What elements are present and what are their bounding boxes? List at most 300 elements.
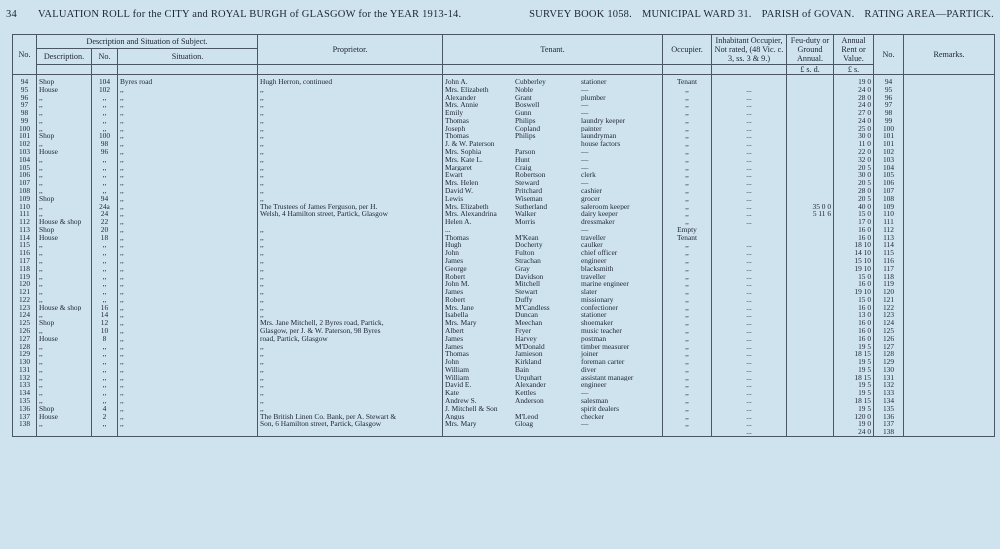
cell-remarks xyxy=(904,210,995,218)
cell-description: ,, xyxy=(37,296,92,304)
cell-proprietor: ,, xyxy=(258,101,443,109)
cell-proprietor: ,, xyxy=(258,249,443,257)
cell-occupier: ,, xyxy=(663,389,712,397)
cell-situation: ,, xyxy=(118,171,258,179)
cell-annual-rent: 18 15 xyxy=(834,374,874,382)
cell-tenant xyxy=(443,257,663,265)
tenant-surname: Bain xyxy=(515,365,529,374)
tenant-surname: M'Kean xyxy=(515,233,539,242)
cell-street-number: ,, xyxy=(92,366,118,374)
cell-entry-number: 123 xyxy=(13,304,37,312)
cell-remarks xyxy=(904,156,995,164)
tenant-surname: Duncan xyxy=(515,311,538,320)
cell-feu-duty xyxy=(787,350,834,358)
cell-annual-rent: 19 5 xyxy=(834,389,874,397)
tenant-forename: Margaret xyxy=(445,163,472,172)
tenant-surname: M'Candless xyxy=(515,303,550,312)
cell-feu-duty xyxy=(787,273,834,281)
cell-entry-number-right: 121 xyxy=(874,296,904,304)
cell-description: House xyxy=(37,335,92,343)
cell-street-number: 10 xyxy=(92,327,118,335)
cell-occupier: Empty xyxy=(663,226,712,234)
cell-feu-duty xyxy=(787,86,834,94)
cell-proprietor: ,, xyxy=(258,343,443,351)
cell-situation: ,, xyxy=(118,273,258,281)
cell-description: ,, xyxy=(37,273,92,281)
cell-annual-rent: 24 0 xyxy=(834,86,874,94)
col-remarks: Remarks. xyxy=(904,35,995,75)
cell-proprietor: ,, xyxy=(258,381,443,389)
cell-inhabitant-occupier: ... xyxy=(712,171,787,179)
cell-feu-duty: 5 11 6 xyxy=(787,210,834,218)
tenant-occupation: — xyxy=(581,109,589,117)
cell-annual-rent: 19 5 xyxy=(834,381,874,389)
cell-tenant xyxy=(443,327,663,335)
tenant-forename: Thomas xyxy=(445,350,469,359)
table-row xyxy=(13,288,995,296)
cell-entry-number-right: 97 xyxy=(874,101,904,109)
cell-tenant xyxy=(443,164,663,172)
cell-street-number: ,, xyxy=(92,358,118,366)
cell-description: ,, xyxy=(37,374,92,382)
cell-remarks xyxy=(904,125,995,133)
cell-tenant xyxy=(443,195,663,203)
cell-description: ,, xyxy=(37,350,92,358)
tenant-occupation: marine engineer xyxy=(581,280,629,289)
table-row xyxy=(13,280,995,288)
cell-proprietor: ,, xyxy=(258,234,443,242)
col-annual-rent: Annual Rent or Value. xyxy=(834,35,874,65)
tenant-occupation: laundryman xyxy=(581,132,617,141)
cell-annual-rent: 27 0 xyxy=(834,109,874,117)
tenant-forename: J. & W. Paterson xyxy=(445,140,495,149)
cell-entry-number-right: 128 xyxy=(874,350,904,358)
tenant-forename: Lewis xyxy=(445,194,464,203)
cell-feu-duty xyxy=(787,226,834,234)
cell-tenant xyxy=(443,234,663,242)
cell-inhabitant-occupier: ... xyxy=(712,179,787,187)
cell-feu-duty xyxy=(787,389,834,397)
table-row xyxy=(13,148,995,156)
tenant-surname: Strachan xyxy=(515,256,541,265)
cell-inhabitant-occupier: ... xyxy=(712,343,787,351)
cell-entry-number-right: 94 xyxy=(874,75,904,86)
tenant-occupation: clerk xyxy=(581,171,596,180)
cell-remarks xyxy=(904,311,995,319)
cell-inhabitant-occupier: ... xyxy=(712,335,787,343)
tenant-forename: Mrs. Kate L. xyxy=(445,155,483,164)
cell-occupier: ,, xyxy=(663,164,712,172)
cell-proprietor: ,, xyxy=(258,358,443,366)
cell-annual-rent: 120 0 xyxy=(834,413,874,421)
tenant-occupation: shoemaker xyxy=(581,319,614,327)
cell-proprietor: ,, xyxy=(258,86,443,94)
tenant-occupation: — xyxy=(581,85,589,94)
tenant-surname: Hunt xyxy=(515,155,530,164)
cell-entry-number-right: 124 xyxy=(874,319,904,327)
table-row xyxy=(13,343,995,351)
cell-annual-rent: 19 5 xyxy=(834,405,874,413)
cell-proprietor: ,, xyxy=(258,187,443,195)
table-row xyxy=(13,75,995,86)
cell-occupier: ,, xyxy=(663,319,712,327)
cell-remarks xyxy=(904,140,995,148)
cell-proprietor: Glasgow, per J. & W. Paterson, 98 Byres xyxy=(258,327,443,335)
tenant-forename: Emily xyxy=(445,109,464,117)
table-row xyxy=(13,350,995,358)
tenant-occupation: diver xyxy=(581,365,597,374)
tenant-occupation: engineer xyxy=(581,256,607,265)
page-header xyxy=(6,4,994,24)
tenant-occupation: assistant manager xyxy=(581,373,634,382)
cell-inhabitant-occupier: ... xyxy=(712,241,787,249)
cell-tenant xyxy=(443,350,663,358)
cell-entry-number: 126 xyxy=(13,327,37,335)
cell-remarks xyxy=(904,381,995,389)
cell-tenant xyxy=(443,179,663,187)
cell-occupier: ,, xyxy=(663,203,712,211)
cell-feu-duty xyxy=(787,156,834,164)
cell-entry-number-right: 105 xyxy=(874,171,904,179)
cell-street-number: 14 xyxy=(92,311,118,319)
cell-proprietor: ,, xyxy=(258,195,443,203)
feu-units: £ s. d. xyxy=(787,65,834,75)
cell-entry-number-right: 110 xyxy=(874,210,904,218)
cell-situation: ,, xyxy=(118,210,258,218)
tenant-forename: Ewart xyxy=(445,171,463,180)
table-row xyxy=(13,358,995,366)
tenant-occupation: — xyxy=(581,101,589,110)
col-feu-duty: Feu-duty or Ground Annual. xyxy=(787,35,834,65)
cell-annual-rent: 28 0 xyxy=(834,94,874,102)
cell-feu-duty xyxy=(787,148,834,156)
tenant-surname: Walker xyxy=(515,210,537,219)
cell-entry-number-right: 102 xyxy=(874,148,904,156)
cell-remarks xyxy=(904,420,995,428)
tenant-occupation: salesman xyxy=(581,397,609,405)
cell-remarks xyxy=(904,335,995,343)
cell-proprietor: ,, xyxy=(258,280,443,288)
cell-description: House xyxy=(37,234,92,242)
cell-annual-rent: 22 0 xyxy=(834,148,874,156)
cell-entry-number: 121 xyxy=(13,288,37,296)
cell-entry-number-right: 106 xyxy=(874,179,904,187)
cell-feu-duty: 35 0 0 xyxy=(787,203,834,211)
col-occupier: Occupier. xyxy=(663,35,712,65)
cell-inhabitant-occupier: ... xyxy=(712,428,787,436)
table-row xyxy=(13,179,995,187)
cell-occupier: ,, xyxy=(663,273,712,281)
tenant-surname: Pritchard xyxy=(515,186,543,195)
cell-remarks xyxy=(904,304,995,312)
cell-inhabitant-occupier: ... xyxy=(712,288,787,296)
cell-annual-rent: 25 0 xyxy=(834,125,874,133)
cell-street-number: ,, xyxy=(92,389,118,397)
cell-street-number: ,, xyxy=(92,381,118,389)
table-row xyxy=(13,381,995,389)
tenant-surname: Meechan xyxy=(515,319,543,327)
cell-entry-number-right: 138 xyxy=(874,428,904,436)
cell-feu-duty xyxy=(787,171,834,179)
cell-tenant xyxy=(443,132,663,140)
tenant-forename: James xyxy=(445,334,464,343)
cell-remarks xyxy=(904,75,995,86)
cell-annual-rent: 15 10 xyxy=(834,257,874,265)
cell-tenant xyxy=(443,381,663,389)
cell-street-number: 98 xyxy=(92,140,118,148)
tenant-occupation: — xyxy=(581,389,589,398)
cell-annual-rent: 15 0 xyxy=(834,296,874,304)
table-row xyxy=(13,210,995,218)
cell-description: ,, xyxy=(37,280,92,288)
cell-situation: ,, xyxy=(118,327,258,335)
tenant-forename: Isabella xyxy=(445,311,468,320)
cell-entry-number-right: 117 xyxy=(874,265,904,273)
tenant-occupation: timber measurer xyxy=(581,342,630,351)
tenant-surname: Docherty xyxy=(515,241,543,250)
cell-entry-number-right: 114 xyxy=(874,241,904,249)
cell-inhabitant-occupier: ... xyxy=(712,381,787,389)
table-row xyxy=(13,94,995,102)
cell-proprietor: ,, xyxy=(258,405,443,413)
cell-entry-number-right: 122 xyxy=(874,304,904,312)
tenant-occupation: traveller xyxy=(581,233,606,242)
cell-inhabitant-occupier: ... xyxy=(712,210,787,218)
cell-entry-number-right: 103 xyxy=(874,156,904,164)
table-row xyxy=(13,226,995,234)
table-row xyxy=(13,397,995,405)
cell-street-number: 2 xyxy=(92,413,118,421)
cell-occupier: ,, xyxy=(663,257,712,265)
cell-annual-rent: 16 0 xyxy=(834,335,874,343)
tenant-forename: Helen A. xyxy=(445,218,472,226)
cell-entry-number-right: 125 xyxy=(874,327,904,335)
table-row xyxy=(13,164,995,172)
cell-remarks xyxy=(904,358,995,366)
table-row xyxy=(13,125,995,133)
cell-occupier: ,, xyxy=(663,381,712,389)
cell-inhabitant-occupier: ... xyxy=(712,257,787,265)
cell-occupier: ,, xyxy=(663,109,712,117)
cell-situation: ,, xyxy=(118,265,258,273)
cell-situation: ,, xyxy=(118,241,258,249)
tenant-forename: James xyxy=(445,288,464,296)
tenant-surname: Grant xyxy=(515,93,532,102)
tenant-surname: Anderson xyxy=(515,397,544,405)
table-row xyxy=(13,109,995,117)
cell-description: ,, xyxy=(37,327,92,335)
tenant-occupation: grocer xyxy=(581,194,600,203)
cell-description: Shop xyxy=(37,405,92,413)
cell-feu-duty xyxy=(787,311,834,319)
cell-description: ,, xyxy=(37,171,92,179)
tenant-forename: Mrs. Sophia xyxy=(445,148,482,156)
table-row xyxy=(13,428,995,436)
cell-situation: ,, xyxy=(118,257,258,265)
tenant-forename: Mrs. Jane xyxy=(445,303,474,312)
cell-tenant xyxy=(443,265,663,273)
cell-occupier: ,, xyxy=(663,140,712,148)
cell-occupier: Tenant xyxy=(663,234,712,242)
cell-occupier: ,, xyxy=(663,311,712,319)
cell-entry-number: 122 xyxy=(13,296,37,304)
cell-entry-number-right: 109 xyxy=(874,203,904,211)
tenant-surname: Jamieson xyxy=(515,350,543,359)
tenant-occupation: stationer xyxy=(581,77,607,86)
cell-entry-number: 108 xyxy=(13,187,37,195)
tenant-forename: Robert xyxy=(445,272,466,281)
cell-inhabitant-occupier: ... xyxy=(712,109,787,117)
tenant-surname: Sutherland xyxy=(515,202,548,211)
tenant-surname: Boswell xyxy=(515,101,540,110)
table-row xyxy=(13,234,995,242)
cell-description: ,, xyxy=(37,389,92,397)
cell-feu-duty xyxy=(787,75,834,86)
cell-inhabitant-occupier: ... xyxy=(712,86,787,94)
cell-entry-number-right: 98 xyxy=(874,109,904,117)
cell-entry-number-right: 131 xyxy=(874,374,904,382)
cell-feu-duty xyxy=(787,428,834,436)
cell-proprietor: ,, xyxy=(258,296,443,304)
cell-annual-rent: 11 0 xyxy=(834,140,874,148)
cell-feu-duty xyxy=(787,288,834,296)
tenant-occupation: painter xyxy=(581,124,602,133)
cell-tenant xyxy=(443,397,663,405)
cell-occupier: ,, xyxy=(663,125,712,133)
cell-tenant xyxy=(443,280,663,288)
cell-annual-rent: 24 0 xyxy=(834,101,874,109)
tenant-surname: Philips xyxy=(515,116,536,125)
cell-proprietor: ,, xyxy=(258,226,443,234)
cell-entry-number-right: 127 xyxy=(874,343,904,351)
cell-remarks xyxy=(904,413,995,421)
cell-entry-number: 136 xyxy=(13,405,37,413)
tenant-forename: William xyxy=(445,373,469,382)
cell-entry-number-right: 136 xyxy=(874,413,904,421)
cell-entry-number-right: 112 xyxy=(874,226,904,234)
tenant-surname: Parson xyxy=(515,148,536,156)
cell-entry-number: 95 xyxy=(13,86,37,94)
tenant-surname: Harvey xyxy=(515,334,537,343)
cell-tenant xyxy=(443,203,663,211)
cell-annual-rent: 40 0 xyxy=(834,203,874,211)
cell-feu-duty xyxy=(787,187,834,195)
cell-situation: ,, xyxy=(118,296,258,304)
cell-street-number: 8 xyxy=(92,335,118,343)
cell-proprietor: ,, xyxy=(258,350,443,358)
cell-annual-rent: 16 0 xyxy=(834,226,874,234)
tenant-surname: Craig xyxy=(515,163,532,172)
cell-feu-duty xyxy=(787,358,834,366)
cell-proprietor: Mrs. Jane Mitchell, 2 Byres road, Partick, xyxy=(258,319,443,327)
cell-street-number: 104 xyxy=(92,75,118,86)
tenant-surname: Robertson xyxy=(515,171,546,180)
cell-remarks xyxy=(904,343,995,351)
cell-feu-duty xyxy=(787,420,834,428)
cell-description: Shop xyxy=(37,75,92,86)
cell-situation: ,, xyxy=(118,335,258,343)
cell-description: ,, xyxy=(37,366,92,374)
tenant-forename: Joseph xyxy=(445,124,466,133)
cell-situation: ,, xyxy=(118,125,258,133)
cell-remarks xyxy=(904,187,995,195)
cell-entry-number-right: 137 xyxy=(874,420,904,428)
cell-inhabitant-occupier: ... xyxy=(712,164,787,172)
table-row xyxy=(13,420,995,428)
cell-remarks xyxy=(904,148,995,156)
cell-annual-rent: 18 15 xyxy=(834,397,874,405)
cell-street-number: ,, xyxy=(92,288,118,296)
table-row xyxy=(13,203,995,211)
tenant-forename: James xyxy=(445,342,464,351)
tenant-occupation: engineer xyxy=(581,381,607,390)
cell-entry-number: 118 xyxy=(13,265,37,273)
cell-inhabitant-occupier: ... xyxy=(712,203,787,211)
cell-situation: ,, xyxy=(118,109,258,117)
cell-feu-duty xyxy=(787,296,834,304)
cell-entry-number: 116 xyxy=(13,249,37,257)
cell-annual-rent: 14 10 xyxy=(834,249,874,257)
cell-description: ,, xyxy=(37,109,92,117)
cell-situation: ,, xyxy=(118,405,258,413)
cell-description: ,, xyxy=(37,210,92,218)
cell-situation: ,, xyxy=(118,249,258,257)
tenant-forename: Hugh xyxy=(445,241,462,250)
cell-description: House & shop xyxy=(37,218,92,226)
cell-remarks xyxy=(904,218,995,226)
cell-description: House xyxy=(37,413,92,421)
cell-entry-number: 125 xyxy=(13,319,37,327)
tenant-occupation: chief officer xyxy=(581,249,618,257)
cell-remarks xyxy=(904,179,995,187)
tenant-occupation: cashier xyxy=(581,186,602,195)
tenant-surname: Gloag xyxy=(515,420,534,429)
cell-feu-duty xyxy=(787,249,834,257)
cell-description: ,, xyxy=(37,311,92,319)
tenant-occupation: stationer xyxy=(581,311,607,320)
cell-inhabitant-occupier: ... xyxy=(712,420,787,428)
cell-street-number: 20 xyxy=(92,226,118,234)
tenant-surname: Philips xyxy=(515,132,536,141)
cell-entry-number-right: 116 xyxy=(874,257,904,265)
cell-remarks xyxy=(904,257,995,265)
tenant-forename: William xyxy=(445,365,469,374)
table-row xyxy=(13,413,995,421)
tenant-forename: David W. xyxy=(445,186,473,195)
cell-entry-number-right: 126 xyxy=(874,335,904,343)
tenant-forename: James xyxy=(445,256,464,265)
cell-annual-rent: 30 0 xyxy=(834,132,874,140)
col-tenant: Tenant. xyxy=(443,35,663,65)
cell-entry-number-right: 95 xyxy=(874,86,904,94)
cell-entry-number: 132 xyxy=(13,374,37,382)
cell-proprietor: ,, xyxy=(258,156,443,164)
cell-tenant xyxy=(443,109,663,117)
cell-tenant xyxy=(443,420,663,428)
cell-annual-rent: 20 5 xyxy=(834,164,874,172)
cell-entry-number: 109 xyxy=(13,195,37,203)
tenant-surname: Stewart xyxy=(515,288,538,296)
cell-occupier: ,, xyxy=(663,343,712,351)
cell-remarks xyxy=(904,296,995,304)
cell-description: ,, xyxy=(37,125,92,133)
cell-feu-duty xyxy=(787,234,834,242)
cell-entry-number: 130 xyxy=(13,358,37,366)
cell-street-number: ,, xyxy=(92,156,118,164)
tenant-forename: John A. xyxy=(445,77,468,86)
cell-tenant xyxy=(443,335,663,343)
cell-proprietor: ,, xyxy=(258,257,443,265)
